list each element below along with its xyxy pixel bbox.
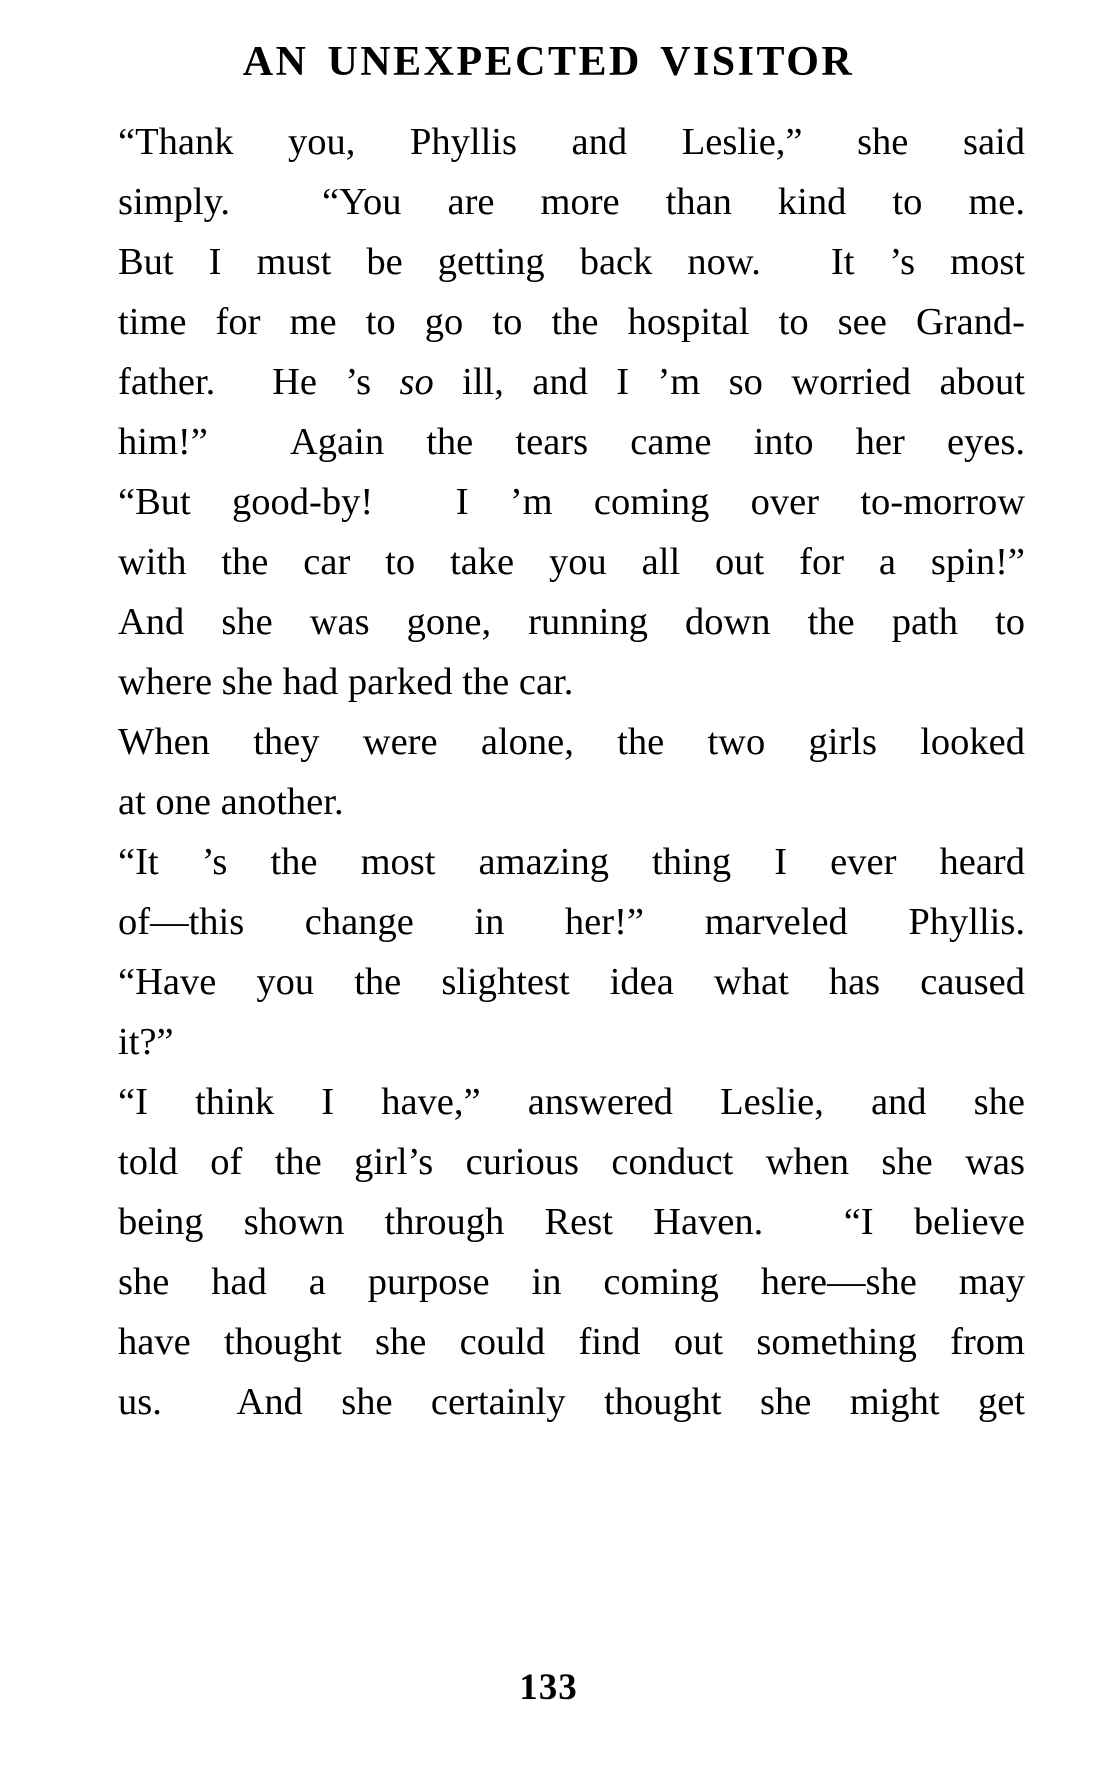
text-line: And she was gone, running down the path to [118,601,1025,643]
text-line: time for me to go to the hospital to see Grand- [118,301,1025,343]
paragraph [72,112,1025,712]
body-text [72,112,1025,1432]
text-line: where she had parked the car. [118,661,574,703]
text-line: “Have you the slightest idea what has caused [118,961,1025,1003]
text-line: being shown through Rest Haven. “I believe [118,1201,1025,1243]
text-line: with the car to take you all out for a spin!” [118,541,1025,583]
text-line-italic-so: father. He ’s so ill, and I ’m so worried about [118,361,1025,403]
text-line: him!” Again the tears came into her eyes. [118,421,1025,463]
text-line: told of the girl’s curious conduct when she was [118,1141,1025,1183]
paragraph [72,832,1025,1072]
text-line: “I think I have,” answered Leslie, and she [118,1081,1025,1123]
text-line: “Thank you, Phyllis and Leslie,” she said [118,121,1025,163]
text-line: “But good-by! I ’m coming over to-morrow [118,481,1025,523]
page-title: AN UNEXPECTED VISITOR [242,39,855,85]
paragraph [72,1072,1025,1432]
text-line: have thought she could find out something from [118,1321,1025,1363]
text-line: at one another. [118,781,344,823]
text-line: But I must be getting back now. It ’s most [118,241,1025,283]
text-line: she had a purpose in coming here—she may [118,1261,1025,1303]
text-line: us. And she certainly thought she might get [118,1381,1025,1423]
text-line: it?” [118,1021,174,1063]
text-line: “It ’s the most amazing thing I ever heard [118,841,1025,883]
text-line: of—this change in her!” marveled Phyllis. [118,901,1025,943]
text-line: simply. “You are more than kind to me. [118,181,1025,223]
page-number: 133 [519,1667,578,1708]
text-line: When they were alone, the two girls looked [118,721,1025,763]
emphasis: so [399,361,434,403]
paragraph [72,712,1025,832]
